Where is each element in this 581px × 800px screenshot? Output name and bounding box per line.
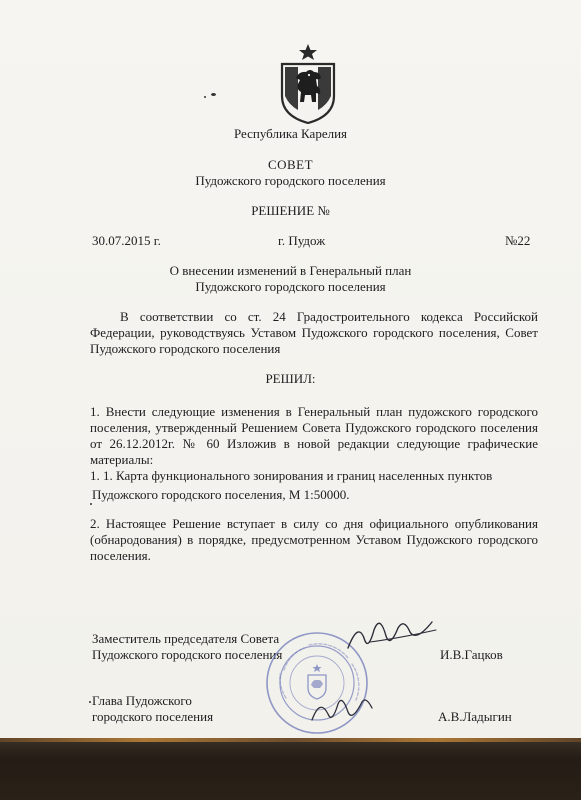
decision-date: 30.07.2015 г. <box>92 233 161 248</box>
decision-number: №22 <box>505 233 531 248</box>
resolved-heading: РЕШИЛ: <box>265 371 316 386</box>
decision-place: г. Пудож <box>278 233 326 248</box>
deputy-title-line-1: Заместитель председателя Совета <box>92 631 280 646</box>
item-2-paragraph: 2. Настоящее Решение вступает в силу со дня официального опубликования (обнародования) в порядке, предусмотренном Уставом Пудожского городского поселения. <box>90 516 538 563</box>
decision-title: РЕШЕНИЕ № <box>251 203 330 218</box>
settlement-name: Пудожского городского поселения <box>195 173 386 188</box>
deputy-title-line-2: Пудожского городского поселения <box>92 647 283 662</box>
preamble-paragraph: В соответствии со ст. 24 Градостроительного кодекса Российской Федерации, руководствуясь Уставом Пудожского городского поселения, Совет Пудожского городского поселения <box>90 309 538 356</box>
item-1-1-line-1: 1. 1. Карта функционального зонирования и границ населенных пунктов <box>90 468 493 483</box>
deputy-signature-icon <box>340 608 440 660</box>
subject-line-2: Пудожского городского поселения <box>195 279 386 294</box>
subject-line-1: О внесении изменений в Генеральный план <box>169 263 412 278</box>
item-1-1-line-2: Пудожского городского поселения, М 1:50000. <box>92 487 350 502</box>
scan-border <box>0 738 581 800</box>
head-title-line-2: городского поселения <box>92 709 214 724</box>
head-signature-icon <box>306 690 376 730</box>
item-1-paragraph: 1. Внести следующие изменения в Генеральный план пудожского городского поселения, утвержденный Решением Совета Пудожского городского поселения от 26.12.2012г. № 60 Изложив в новой редакции следующие графические материалы: <box>90 404 538 467</box>
deputy-name: И.В.Гацков <box>440 647 503 662</box>
head-name: А.В.Ладыгин <box>438 709 512 724</box>
head-title-line-1: Глава Пудожского <box>92 693 192 708</box>
council-title: СОВЕТ <box>267 157 314 172</box>
republic-name: Республика Карелия <box>233 126 348 141</box>
karelia-coat-of-arms-icon <box>276 44 340 124</box>
